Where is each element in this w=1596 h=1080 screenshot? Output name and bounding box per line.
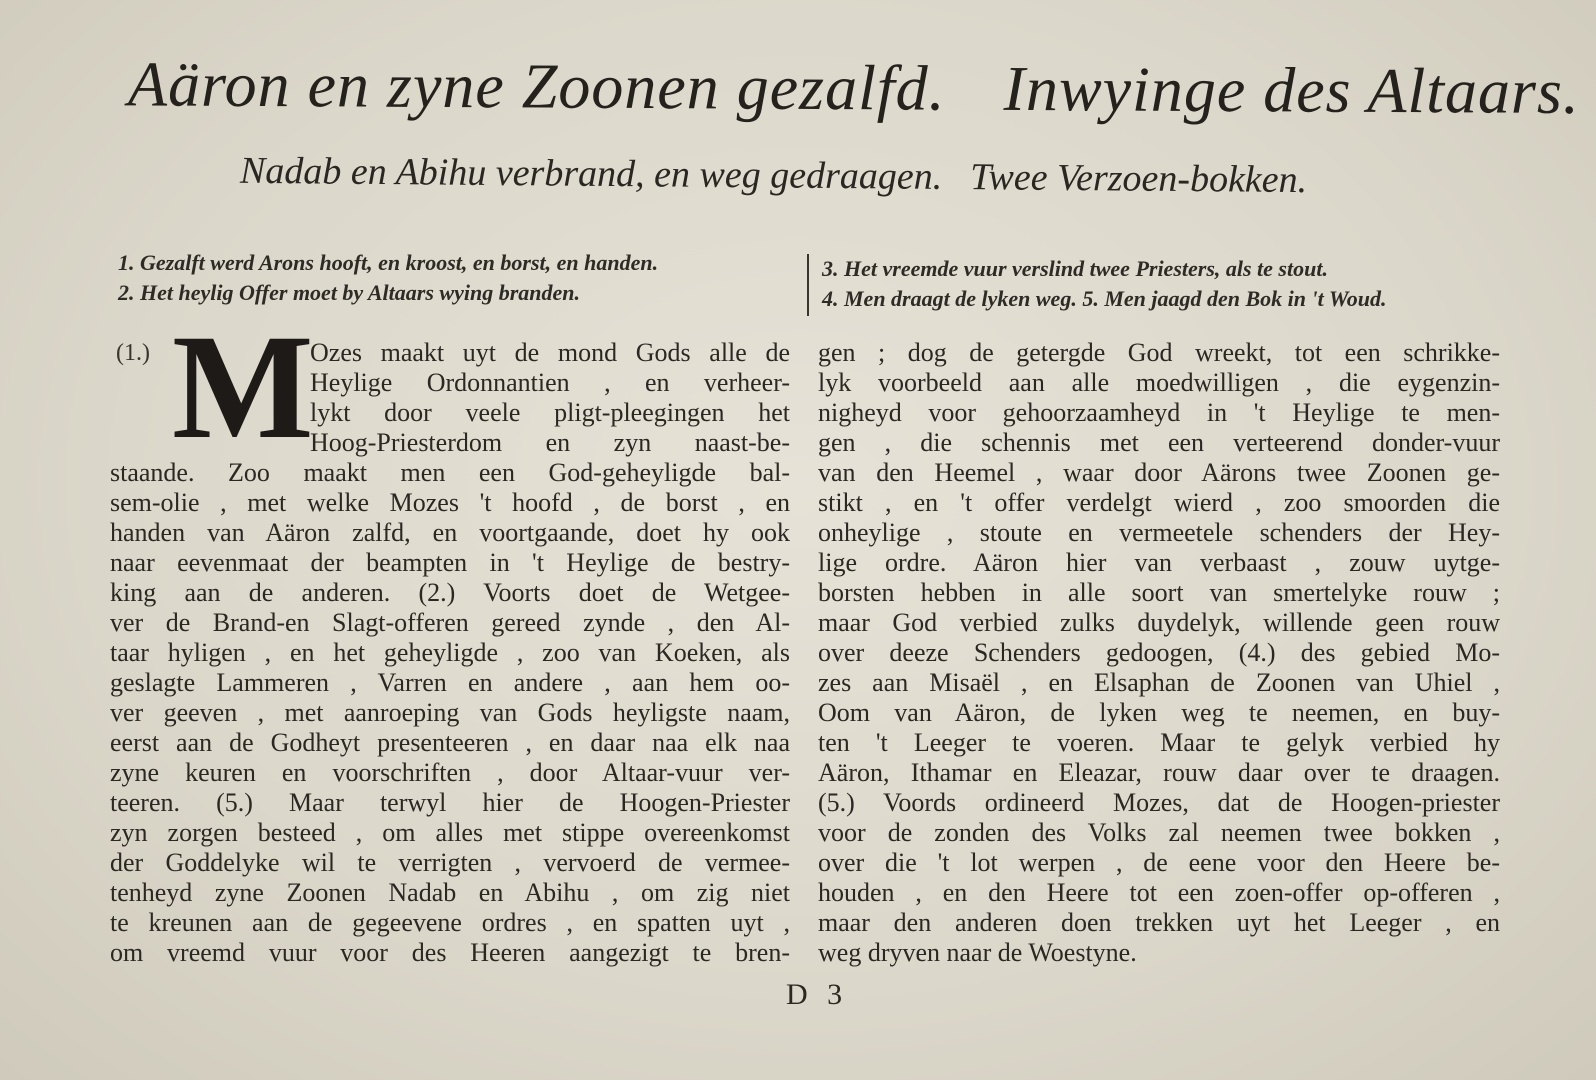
body-text-line: tenheyd zyne Zoonen Nadab en Abihu , om zig niet (110, 878, 790, 907)
page-subtitle (240, 147, 1440, 205)
body-text-line: naar eevenmaat der beampten in 't Heylige de bestry- (110, 548, 790, 577)
body-text-line: Heylige Ordonnantien , en verheer- (310, 368, 790, 397)
summary-verses-left (118, 248, 658, 308)
body-text-line: gen ; dog de getergde God wreekt, tot een schrikke- (818, 338, 1500, 367)
summary-line: 4. Men draagt de lyken weg. 5. Men jaagd den Bok in 't Woud. (822, 286, 1387, 311)
body-text-line: lykt door veele pligt-pleegingen het (310, 398, 790, 427)
summary-line: 1. Gezalft werd Arons hooft, en kroost, en borst, en handen. (118, 250, 659, 275)
body-text-line: teeren. (5.) Maar terwyl hier de Hoogen-Priester (110, 788, 790, 817)
summary-line: 3. Het vreemde vuur verslind twee Priesters, als te stout. (822, 256, 1328, 281)
section-marker: (1.) (116, 340, 150, 366)
body-text-line: geslagte Lammeren , Varren en andere , aan hem oo- (110, 668, 790, 697)
body-text-line: taar hyligen , en het geheyligde , zoo van Koeken, als (110, 638, 790, 667)
body-text-line: om vreemd vuur voor des Heeren aangezigt te bren- (110, 938, 790, 967)
body-text-line: ten 't Leeger te voeren. Maar te gelyk verbied hy (818, 728, 1500, 757)
summary-line: 2. Het heylig Offer moet by Altaars wying branden. (118, 280, 580, 305)
body-text-line: van den Heemel , waar door Aärons twee Zoonen ge- (818, 458, 1500, 487)
body-text-line: sem-olie , met welke Mozes 't hoofd , de borst , en (110, 488, 790, 517)
drop-cap: M (172, 304, 314, 470)
body-text-line: nigheyd voor gehoorzaamheyd in 't Heylige te men- (818, 398, 1500, 427)
page-signature: D 3 (786, 978, 849, 1011)
body-text-line: Hoog-Priesterdom en zyn naast-be- (310, 428, 790, 457)
body-text-line: over die 't lot werpen , de eene voor den Heere be- (818, 848, 1500, 877)
body-text-line: weg dryven naar de Woestyne. (818, 938, 1137, 967)
title-part-1: Aäron en zyne Zoonen gezalfd. (127, 48, 946, 124)
body-text-line: te kreunen aan de gegeevene ordres , en spatten uyt , (110, 908, 790, 937)
body-text-line: staande. Zoo maakt men een God-geheyligde bal- (110, 458, 790, 487)
summary-divider (807, 254, 809, 316)
summary-verses-right (822, 254, 1387, 314)
body-text-line: Oom van Aäron, de lyken weg te neemen, en buy- (818, 698, 1500, 727)
body-text-line: borsten hebben in alle soort van smertelyke rouw ; (818, 578, 1500, 607)
body-text-line: voor de zonden des Volks zal neemen twee bokken , (818, 818, 1500, 847)
body-text-line: lige ordre. Aäron hier van verbaast , zouw uytge- (818, 548, 1500, 577)
body-text-line: (5.) Voords ordineerd Mozes, dat de Hoogen-priester (818, 788, 1500, 817)
subtitle-part-2: Twee Verzoen-bokken. (970, 156, 1308, 202)
body-text-line: onheylige , stoute en vermeetele schenders der Hey- (818, 518, 1500, 547)
body-text-line: maar den anderen doen trekken uyt het Leeger , en (818, 908, 1500, 937)
body-text-line: king aan de anderen. (2.) Voorts doet de Wetgee- (110, 578, 790, 607)
body-text-line: zes aan Misaël , en Elsaphan de Zoonen van Uhiel , (818, 668, 1500, 697)
body-text-line: stikt , en 't offer verdelgt wierd , zoo smoorden die (818, 488, 1500, 517)
subtitle-part-1: Nadab en Abihu verbrand, en weg gedraagen. (239, 149, 943, 198)
body-text-line: zyne keuren en voorschriften , door Altaar-vuur ver- (110, 758, 790, 787)
body-text-line: houden , en den Heere tot een zoen-offer op-offeren , (818, 878, 1500, 907)
body-text-line: gen , die schennis met een verteerend donder-vuur (818, 428, 1500, 457)
body-text-line: der Goddelyke wil te verrigten , vervoerd de vermee- (110, 848, 790, 877)
body-column-right (818, 338, 1500, 968)
body-text-line: lyk voorbeeld aan alle moedwilligen , die eygenzin- (818, 368, 1500, 397)
body-column-left (110, 338, 790, 968)
body-text-line: over deeze Schenders gedoogen, (4.) des gebied Mo- (818, 638, 1500, 667)
body-text-line: handen van Aäron zalfd, en voortgaande, doet hy ook (110, 518, 790, 547)
title-part-2: Inwyinge des Altaars. (1003, 52, 1581, 127)
body-text-line: zyn zorgen besteed , om alles met stippe overeenkomst (110, 818, 790, 847)
body-text-line: Ozes maakt uyt de mond Gods alle de (310, 338, 790, 367)
body-text-line: eerst aan de Godheyt presenteeren , en daar naa elk naa (110, 728, 790, 757)
body-text-line: ver de Brand-en Slagt-offeren gereed zynde , den Al- (110, 608, 790, 637)
body-text-line: ver geeven , met aanroeping van Gods heyligste naam, (110, 698, 790, 727)
body-text-line: maar God verbied zulks duydelyk, willende geen rouw (818, 608, 1500, 637)
body-text-line: Aäron, Ithamar en Eleazar, rouw daar over te draagen. (818, 758, 1500, 787)
page-title (127, 44, 1581, 131)
